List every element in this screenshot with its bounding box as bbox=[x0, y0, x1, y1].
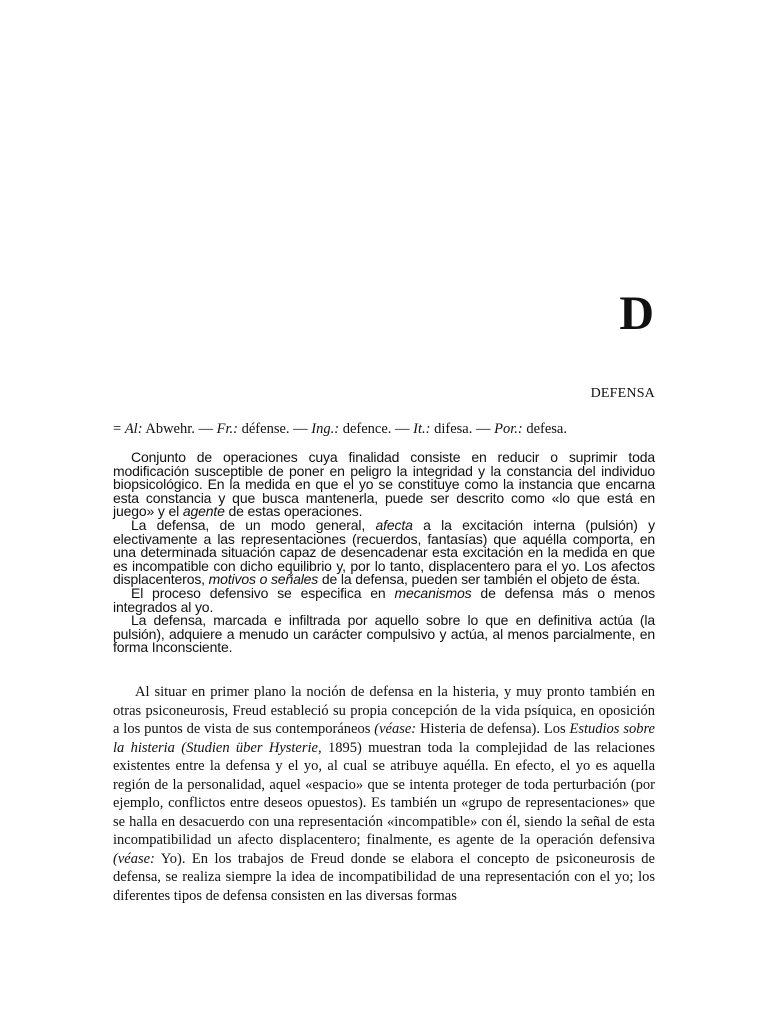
lang-portuguese: Por.: bbox=[494, 421, 523, 437]
emphasis: (véase: bbox=[113, 850, 155, 867]
word-french: défense. bbox=[238, 421, 290, 437]
commentary-block bbox=[113, 683, 655, 905]
word-portuguese: defesa. bbox=[522, 421, 567, 437]
emphasis: (véase: bbox=[374, 721, 417, 737]
lang-english: Ing.: bbox=[311, 421, 340, 437]
text-run: de estas operaciones. bbox=[224, 503, 363, 520]
text-run: El proceso defensivo se especifica en bbox=[131, 584, 395, 601]
language-equivalents bbox=[113, 421, 673, 438]
emphasis: mecanismos bbox=[394, 584, 472, 601]
emphasis: Estudios sobre la histeria (Studien über Hysterie, bbox=[113, 721, 655, 756]
text-run: Conjunto de operaciones cuya finalidad consiste en reducir o suprimir toda modificación susceptible de poner en peligro la integridad y la constancia del individuo biopsicológico. En la medida en que el yo se constituye como la instancia que encarna esta constancia y que busca mantenerla, puede ser descrito como «lo que está en juego» y el bbox=[113, 449, 655, 520]
definition-paragraph bbox=[113, 614, 655, 655]
lang-italian: It.: bbox=[413, 421, 431, 437]
definition-paragraph bbox=[113, 451, 655, 519]
separator: — bbox=[391, 421, 414, 437]
text-run: La defensa, de un modo general, bbox=[131, 516, 376, 533]
text-run: Histeria de defensa). Los bbox=[416, 721, 570, 737]
equivalents-prefix: = bbox=[113, 421, 122, 437]
text-run: La defensa, marcada e infiltrada por aquello sobre lo que en definitiva actúa (la pulsión), adquiere a menudo un carácter compulsivo y actúa, al menos parcialmente, en forma Inconsciente. bbox=[113, 612, 655, 656]
separator: — bbox=[194, 421, 217, 437]
word-german: Abwehr. bbox=[142, 421, 195, 437]
commentary-paragraph bbox=[113, 683, 655, 905]
word-italian: difesa. bbox=[430, 421, 473, 437]
lang-german: Al: bbox=[124, 421, 143, 437]
separator: — bbox=[472, 421, 495, 437]
chapter-letter: D bbox=[619, 287, 654, 340]
emphasis: motivos o señales bbox=[208, 571, 319, 588]
text-run: Al situar en primer plano la noción de defensa en la histeria, y muy pronto también en otras psiconeurosis, Freud estableció su propia concepción de la vida psíquica, en oposición a los puntos de vista de sus contemporáneos bbox=[113, 684, 655, 737]
definition-paragraph bbox=[113, 584, 656, 615]
definition-block bbox=[113, 451, 655, 655]
text-run: de la defensa, pueden ser también el objeto de ésta. bbox=[318, 571, 641, 588]
text-run: a la excitación interna (pulsión) y electivamente a las representaciones (recuerdos, fantasías) que aquélla comporta, en una determinada situación capaz de desencadenar esta excitación en la medida en que es incompatible con dicho equilibrio y, por lo tanto, displacentero para el yo. Los afectos displacenteros, bbox=[113, 516, 656, 588]
text-run: Yo). En los trabajos de Freud donde se elabora el concepto de psiconeurosis de defensa, se realiza siempre la idea de incompatibilidad de una representación con el yo; los diferentes tipos de defensa consisten en las diversas formas bbox=[113, 850, 655, 904]
entry-term: DEFENSA bbox=[590, 386, 655, 401]
word-english: defence. bbox=[339, 421, 392, 437]
text-run: de defensa más o menos integrados al yo. bbox=[113, 584, 656, 615]
emphasis: agente bbox=[182, 503, 225, 520]
text-run: 1895) muestran toda la complejidad de las relaciones existentes entre la defensa y el yo, al cual se atribuye aquélla. En efecto, el yo es aquella región de la personalidad, aquel «espacio» que se intenta proteger de toda perturbación (por ejemplo, conflictos entre deseos opuestos). Es también un «grupo de representaciones» que se halla en desacuerdo con una representación «incompatible» con él, siendo la señal de esta incompatibilidad un afecto displacentero; finalmente, es agente de la operación defensiva bbox=[113, 739, 655, 848]
emphasis: afecta bbox=[375, 516, 413, 533]
definition-paragraph bbox=[113, 516, 656, 588]
lang-french: Fr.: bbox=[216, 421, 238, 437]
separator: — bbox=[289, 421, 312, 437]
